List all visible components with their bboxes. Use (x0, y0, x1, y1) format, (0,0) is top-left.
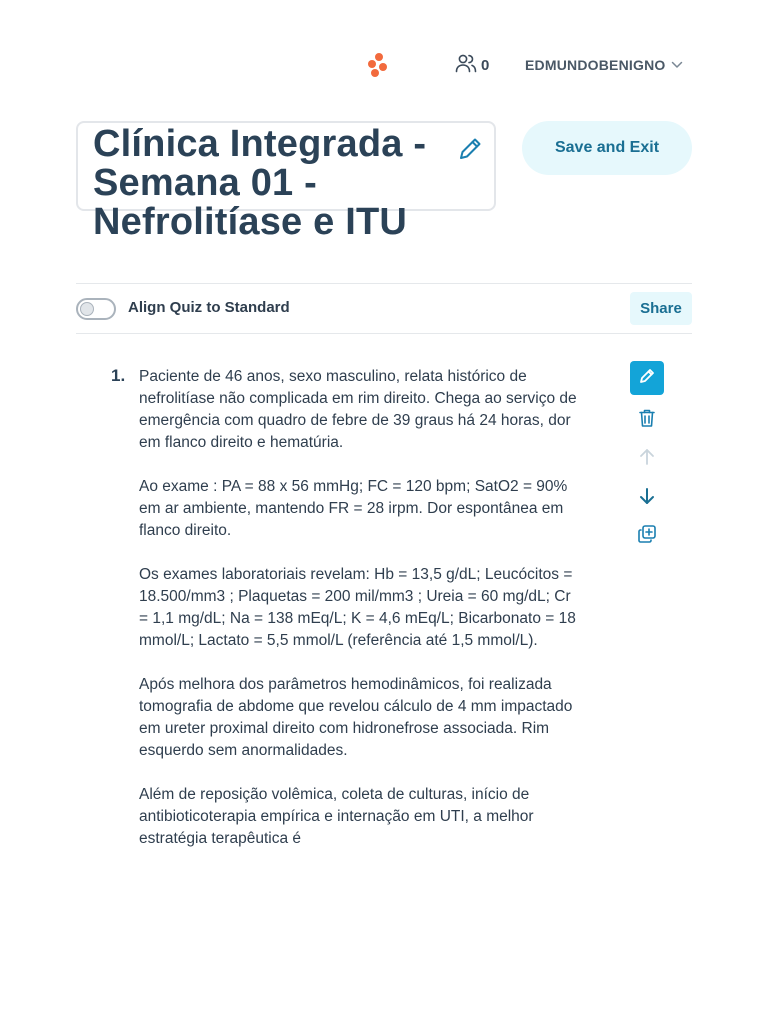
question-paragraph: Além de reposição volêmica, coleta de culturas, início de antibioticoterapia empírica e internação em UTI, a melhor estratégia terapêutica é (139, 786, 534, 847)
duplicate-question-button[interactable] (630, 519, 664, 553)
pencil-icon (638, 367, 656, 390)
username-label: EDMUNDOBENIGNO (525, 57, 666, 73)
duplicate-icon (637, 524, 657, 549)
users-icon (455, 53, 477, 78)
question-paragraph: Após melhora dos parâmetros hemodinâmicos, foi realizada tomografia de abdome que revelou cálculo de 4 mm impactado em ureter proximal direito com hidronefrose associada. Rim esquerdo sem anormalidades. (139, 676, 573, 759)
save-and-exit-button[interactable]: Save and Exit (522, 121, 692, 175)
question-paragraph: Ao exame : PA = 88 x 56 mmHg; FC = 120 bpm; SatO2 = 90% em ar ambiente, mantendo FR = 28 irpm. Dor espontânea em flanco direito. (139, 478, 568, 539)
delete-question-button[interactable] (630, 403, 664, 437)
divider (76, 333, 692, 334)
share-button[interactable]: Share (630, 292, 692, 325)
user-menu[interactable] (525, 54, 683, 76)
participant-count: 0 (481, 56, 490, 74)
question-number: 1. (111, 366, 126, 385)
align-standard-label: Align Quiz to Standard (128, 299, 290, 316)
question-text (139, 366, 579, 872)
divider (76, 283, 692, 284)
chevron-down-icon (671, 56, 683, 74)
question-paragraph: Os exames laboratoriais revelam: Hb = 13,5 g/dL; Leucócitos = 18.500/mm3 ; Plaquetas = 200 mil/mm3 ; Ureia = 60 mg/dL; Cr = 1,1 mg/dL; Na = 138 mEq/L; K = 4,6 mEq/L; Bicarbonato = 18 mmol/L; Lactato = 5,5 mmol/L (referência até 1,5 mmol/L). (139, 566, 576, 649)
move-up-button[interactable] (630, 442, 664, 476)
quiz-title: Clínica Integrada - Semana 01 - Nefrolitíase e ITU (93, 123, 427, 243)
trash-icon (638, 408, 656, 433)
pencil-icon[interactable] (456, 135, 484, 163)
participants-indicator[interactable] (455, 54, 489, 76)
question-paragraph: Paciente de 46 anos, sexo masculino, relata histórico de nefrolitíase não complicada em rim direito. Chega ao serviço de emergência com quadro de febre de 39 graus há 24 horas, dor em flanco direito e hematúria. (139, 368, 577, 451)
toggle-knob (80, 302, 94, 316)
arrow-down-icon (639, 487, 655, 510)
brand-logo-icon[interactable] (366, 52, 392, 78)
edit-question-button[interactable] (630, 361, 664, 395)
move-down-button[interactable] (630, 481, 664, 515)
align-standard-toggle[interactable] (76, 298, 116, 320)
arrow-up-icon (639, 448, 655, 471)
quiz-title-field[interactable] (76, 121, 496, 243)
